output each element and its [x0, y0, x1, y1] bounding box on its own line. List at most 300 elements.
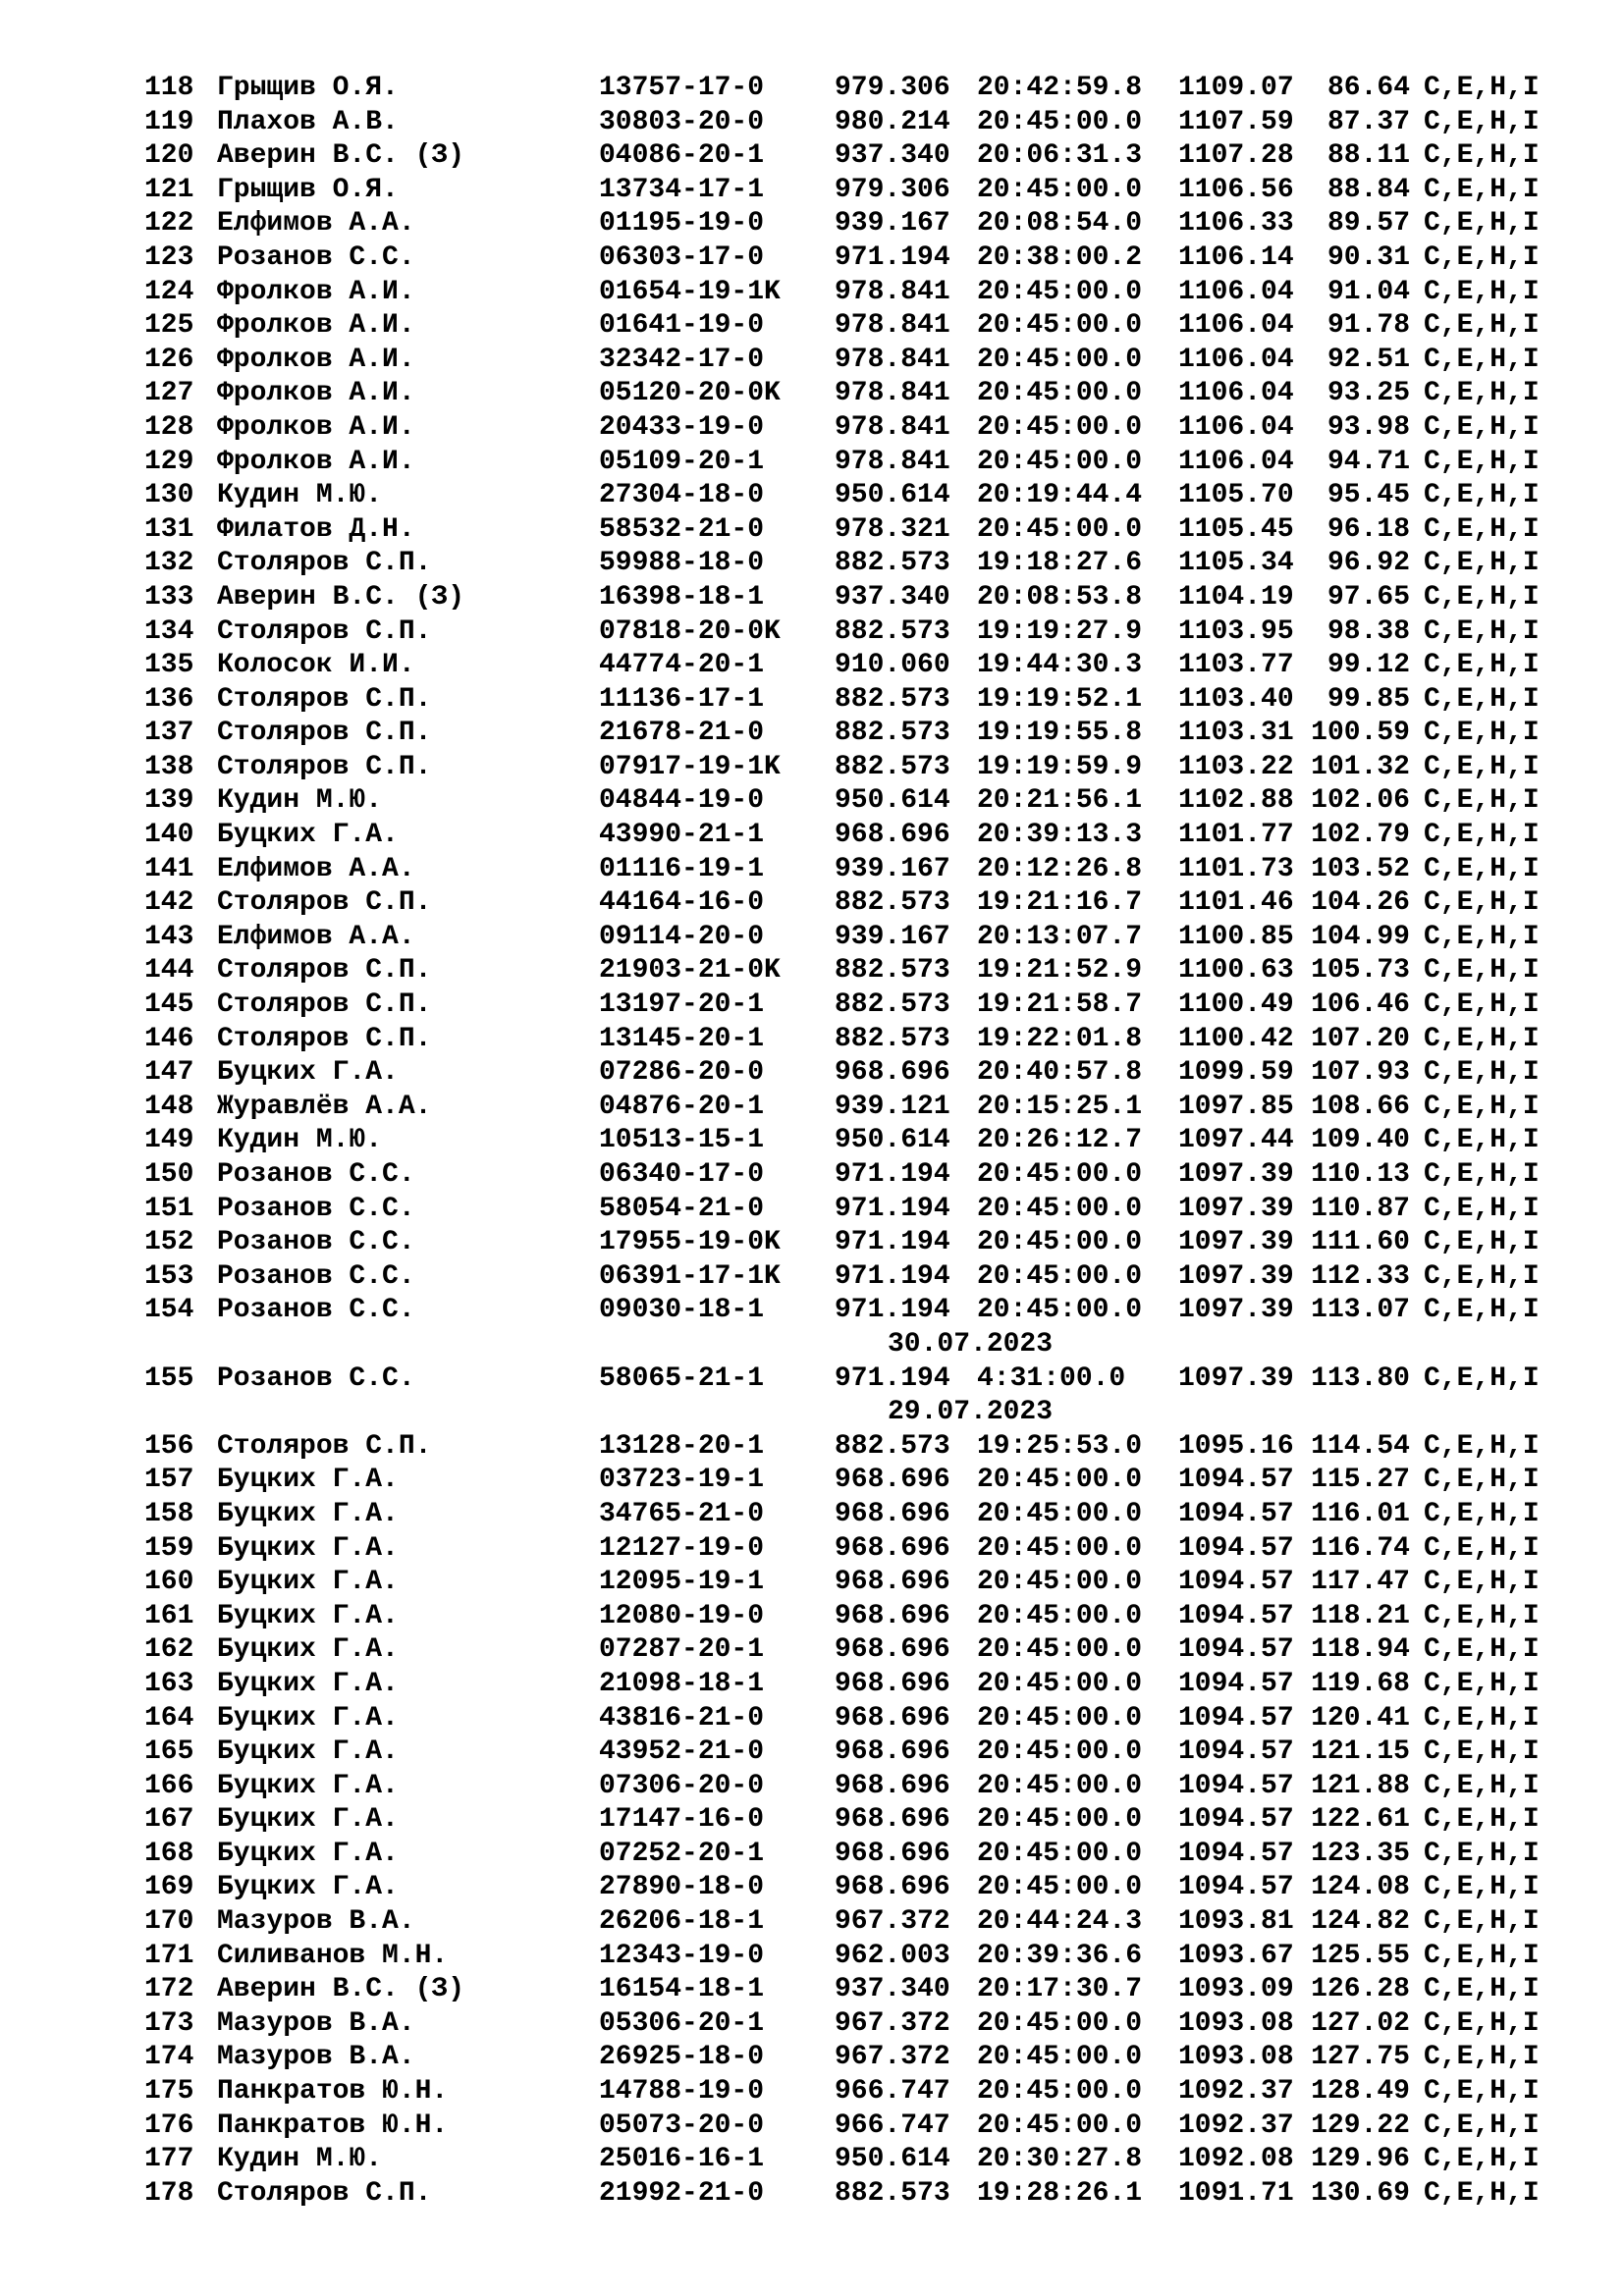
row-number: 153: [144, 1260, 194, 1292]
ring-number: 30803-20-0: [599, 106, 765, 137]
row-number: 155: [144, 1362, 194, 1394]
row-number: 127: [144, 378, 194, 409]
coefficient: 118.21: [1311, 1600, 1410, 1631]
ring-number: 13197-20-1: [599, 989, 765, 1021]
arrival-time: 19:44:30.3: [977, 650, 1143, 681]
ring-number: 43816-21-0: [599, 1702, 765, 1734]
speed: 1109.07: [1178, 73, 1294, 103]
ring-number: 21678-21-0: [599, 718, 765, 749]
distance: 968.696: [835, 1057, 950, 1089]
coefficient: 129.96: [1311, 2144, 1410, 2175]
speed: 1100.85: [1178, 921, 1294, 952]
distance: 939.167: [835, 208, 950, 240]
coefficient: 113.80: [1311, 1362, 1410, 1394]
row-number: 164: [144, 1702, 194, 1734]
speed: 1106.04: [1178, 446, 1294, 477]
row-number: 163: [144, 1668, 194, 1699]
flags: C,E,H,I: [1424, 411, 1540, 443]
coefficient: 102.79: [1311, 820, 1410, 851]
flags: C,E,H,I: [1424, 1498, 1540, 1529]
fancier-name: Фролков А.И.: [217, 446, 415, 477]
fancier-name: Мазуров В.А.: [217, 1906, 415, 1938]
fancier-name: Буцких Г.А.: [217, 1838, 399, 1869]
arrival-time: 20:45:00.0: [977, 1770, 1143, 1801]
fancier-name: Буцких Г.А.: [217, 1532, 399, 1564]
flags: C,E,H,I: [1424, 887, 1540, 919]
distance: 882.573: [835, 989, 950, 1021]
flags: C,E,H,I: [1424, 1838, 1540, 1869]
flags: C,E,H,I: [1424, 2177, 1540, 2209]
distance: 978.841: [835, 310, 950, 342]
distance: 950.614: [835, 1125, 950, 1156]
speed: 1094.57: [1178, 1804, 1294, 1836]
ring-number: 21903-21-0K: [599, 955, 781, 987]
row-number: 126: [144, 344, 194, 375]
arrival-time: 20:15:25.1: [977, 1091, 1143, 1122]
coefficient: 92.51: [1326, 344, 1410, 375]
flags: C,E,H,I: [1424, 718, 1540, 749]
row-number: 130: [144, 480, 194, 511]
row-number: 146: [144, 1023, 194, 1054]
arrival-time: 20:45:00.0: [977, 2076, 1143, 2108]
flags: C,E,H,I: [1424, 2109, 1540, 2141]
fancier-name: Буцких Г.А.: [217, 1702, 399, 1734]
fancier-name: Журавлёв А.А.: [217, 1091, 432, 1122]
coefficient: 106.46: [1311, 989, 1410, 1021]
fancier-name: Столяров С.П.: [217, 751, 432, 782]
ring-number: 05109-20-1: [599, 446, 765, 477]
flags: C,E,H,I: [1424, 276, 1540, 307]
arrival-time: 19:25:53.0: [977, 1430, 1143, 1462]
coefficient: 114.54: [1311, 1430, 1410, 1462]
date-label: 29.07.2023: [888, 1397, 1054, 1428]
arrival-time: 20:39:13.3: [977, 820, 1143, 851]
fancier-name: Столяров С.П.: [217, 887, 432, 919]
flags: C,E,H,I: [1424, 1600, 1540, 1631]
distance: 939.167: [835, 853, 950, 884]
ring-number: 12343-19-0: [599, 1940, 765, 1971]
speed: 1094.57: [1178, 1532, 1294, 1564]
arrival-time: 20:45:00.0: [977, 1159, 1143, 1190]
flags: C,E,H,I: [1424, 989, 1540, 1021]
row-number: 173: [144, 2007, 194, 2039]
fancier-name: Грыщив О.Я.: [217, 174, 399, 205]
flags: C,E,H,I: [1424, 1295, 1540, 1326]
row-number: 154: [144, 1295, 194, 1326]
flags: C,E,H,I: [1424, 1091, 1540, 1122]
fancier-name: Буцких Г.А.: [217, 1872, 399, 1903]
distance: 882.573: [835, 718, 950, 749]
ring-number: 13128-20-1: [599, 1430, 765, 1462]
arrival-time: 20:17:30.7: [977, 1974, 1143, 2005]
distance: 968.696: [835, 1770, 950, 1801]
arrival-time: 20:45:00.0: [977, 2109, 1143, 2141]
distance: 978.841: [835, 276, 950, 307]
distance: 882.573: [835, 1023, 950, 1054]
distance: 968.696: [835, 1872, 950, 1903]
distance: 950.614: [835, 480, 950, 511]
coefficient: 93.98: [1326, 411, 1410, 443]
flags: C,E,H,I: [1424, 1362, 1540, 1394]
distance: 979.306: [835, 174, 950, 205]
coefficient: 113.07: [1311, 1295, 1410, 1326]
flags: C,E,H,I: [1424, 1736, 1540, 1768]
flags: C,E,H,I: [1424, 615, 1540, 647]
flags: C,E,H,I: [1424, 378, 1540, 409]
arrival-time: 20:12:26.8: [977, 853, 1143, 884]
fancier-name: Розанов С.С.: [217, 1260, 415, 1292]
flags: C,E,H,I: [1424, 1465, 1540, 1496]
coefficient: 119.68: [1311, 1668, 1410, 1699]
speed: 1106.04: [1178, 310, 1294, 342]
flags: C,E,H,I: [1424, 1532, 1540, 1564]
coefficient: 96.92: [1326, 548, 1410, 579]
fancier-name: Буцких Г.А.: [217, 1567, 399, 1598]
fancier-name: Розанов С.С.: [217, 1227, 415, 1258]
ring-number: 01195-19-0: [599, 208, 765, 240]
coefficient: 87.37: [1326, 106, 1410, 137]
speed: 1097.39: [1178, 1193, 1294, 1224]
speed: 1094.57: [1178, 1498, 1294, 1529]
flags: C,E,H,I: [1424, 73, 1540, 103]
distance: 968.696: [835, 1634, 950, 1666]
arrival-time: 20:39:36.6: [977, 1940, 1143, 1971]
row-number: 178: [144, 2177, 194, 2209]
coefficient: 107.20: [1311, 1023, 1410, 1054]
arrival-time: 20:19:44.4: [977, 480, 1143, 511]
arrival-time: 20:06:31.3: [977, 140, 1143, 172]
distance: 971.194: [835, 1362, 950, 1394]
speed: 1105.45: [1178, 513, 1294, 545]
coefficient: 126.28: [1311, 1974, 1410, 2005]
coefficient: 121.15: [1311, 1736, 1410, 1768]
arrival-time: 20:45:00.0: [977, 1634, 1143, 1666]
distance: 968.696: [835, 1600, 950, 1631]
flags: C,E,H,I: [1424, 1193, 1540, 1224]
arrival-time: 20:45:00.0: [977, 1600, 1143, 1631]
speed: 1094.57: [1178, 1770, 1294, 1801]
distance: 968.696: [835, 1567, 950, 1598]
ring-number: 21992-21-0: [599, 2177, 765, 2209]
distance: 968.696: [835, 1702, 950, 1734]
arrival-time: 20:45:00.0: [977, 1567, 1143, 1598]
ring-number: 58532-21-0: [599, 513, 765, 545]
arrival-time: 20:42:59.8: [977, 73, 1143, 103]
flags: C,E,H,I: [1424, 1227, 1540, 1258]
arrival-time: 19:28:26.1: [977, 2177, 1143, 2209]
flags: C,E,H,I: [1424, 785, 1540, 817]
coefficient: 97.65: [1326, 581, 1410, 613]
arrival-time: 20:45:00.0: [977, 174, 1143, 205]
coefficient: 104.99: [1311, 921, 1410, 952]
arrival-time: 20:45:00.0: [977, 446, 1143, 477]
row-number: 147: [144, 1057, 194, 1089]
distance: 971.194: [835, 1295, 950, 1326]
flags: C,E,H,I: [1424, 581, 1540, 613]
fancier-name: Елфимов А.А.: [217, 208, 415, 240]
ring-number: 34765-21-0: [599, 1498, 765, 1529]
fancier-name: Розанов С.С.: [217, 1159, 415, 1190]
date-label: 30.07.2023: [888, 1328, 1054, 1360]
ring-number: 11136-17-1: [599, 683, 765, 715]
flags: C,E,H,I: [1424, 1125, 1540, 1156]
speed: 1105.34: [1178, 548, 1294, 579]
distance: 939.167: [835, 921, 950, 952]
coefficient: 124.08: [1311, 1872, 1410, 1903]
arrival-time: 20:45:00.0: [977, 1838, 1143, 1869]
ring-number: 04844-19-0: [599, 785, 765, 817]
ring-number: 59988-18-0: [599, 548, 765, 579]
distance: 980.214: [835, 106, 950, 137]
ring-number: 13734-17-1: [599, 174, 765, 205]
arrival-time: 20:44:24.3: [977, 1906, 1143, 1938]
ring-number: 01116-19-1: [599, 853, 765, 884]
distance: 882.573: [835, 751, 950, 782]
distance: 950.614: [835, 785, 950, 817]
coefficient: 116.01: [1311, 1498, 1410, 1529]
ring-number: 17147-16-0: [599, 1804, 765, 1836]
flags: C,E,H,I: [1424, 820, 1540, 851]
speed: 1106.04: [1178, 276, 1294, 307]
flags: C,E,H,I: [1424, 2042, 1540, 2073]
coefficient: 130.69: [1311, 2177, 1410, 2209]
distance: 939.121: [835, 1091, 950, 1122]
coefficient: 99.85: [1326, 683, 1410, 715]
row-number: 120: [144, 140, 194, 172]
ring-number: 06391-17-1K: [599, 1260, 781, 1292]
coefficient: 129.22: [1311, 2109, 1410, 2141]
distance: 971.194: [835, 1227, 950, 1258]
coefficient: 107.93: [1311, 1057, 1410, 1089]
row-number: 172: [144, 1974, 194, 2005]
fancier-name: Силиванов М.Н.: [217, 1940, 449, 1971]
speed: 1092.08: [1178, 2144, 1294, 2175]
fancier-name: Кудин М.Ю.: [217, 2144, 383, 2175]
ring-number: 16154-18-1: [599, 1974, 765, 2005]
flags: C,E,H,I: [1424, 2144, 1540, 2175]
arrival-time: 20:13:07.7: [977, 921, 1143, 952]
fancier-name: Елфимов А.А.: [217, 853, 415, 884]
fancier-name: Фролков А.И.: [217, 378, 415, 409]
ring-number: 01654-19-1K: [599, 276, 781, 307]
fancier-name: Столяров С.П.: [217, 1023, 432, 1054]
fancier-name: Грыщив О.Я.: [217, 73, 399, 103]
arrival-time: 20:08:54.0: [977, 208, 1143, 240]
ring-number: 27304-18-0: [599, 480, 765, 511]
distance: 937.340: [835, 581, 950, 613]
fancier-name: Розанов С.С.: [217, 1362, 415, 1394]
fancier-name: Розанов С.С.: [217, 241, 415, 273]
ring-number: 12095-19-1: [599, 1567, 765, 1598]
arrival-time: 20:45:00.0: [977, 1532, 1143, 1564]
speed: 1093.67: [1178, 1940, 1294, 1971]
flags: C,E,H,I: [1424, 650, 1540, 681]
ring-number: 05073-20-0: [599, 2109, 765, 2141]
speed: 1094.57: [1178, 1668, 1294, 1699]
row-number: 149: [144, 1125, 194, 1156]
coefficient: 123.35: [1311, 1838, 1410, 1869]
speed: 1100.63: [1178, 955, 1294, 987]
ring-number: 01641-19-0: [599, 310, 765, 342]
coefficient: 110.13: [1311, 1159, 1410, 1190]
arrival-time: 20:45:00.0: [977, 1295, 1143, 1326]
distance: 967.372: [835, 1906, 950, 1938]
row-number: 135: [144, 650, 194, 681]
flags: C,E,H,I: [1424, 2007, 1540, 2039]
row-number: 158: [144, 1498, 194, 1529]
coefficient: 121.88: [1311, 1770, 1410, 1801]
speed: 1106.14: [1178, 241, 1294, 273]
fancier-name: Столяров С.П.: [217, 718, 432, 749]
ring-number: 16398-18-1: [599, 581, 765, 613]
ring-number: 58054-21-0: [599, 1193, 765, 1224]
distance: 966.747: [835, 2109, 950, 2141]
speed: 1097.39: [1178, 1260, 1294, 1292]
distance: 978.841: [835, 446, 950, 477]
speed: 1097.44: [1178, 1125, 1294, 1156]
speed: 1097.85: [1178, 1091, 1294, 1122]
fancier-name: Мазуров В.А.: [217, 2007, 415, 2039]
fancier-name: Розанов С.С.: [217, 1295, 415, 1326]
row-number: 150: [144, 1159, 194, 1190]
coefficient: 99.12: [1326, 650, 1410, 681]
distance: 966.747: [835, 2076, 950, 2108]
fancier-name: Розанов С.С.: [217, 1193, 415, 1224]
arrival-time: 20:45:00.0: [977, 1227, 1143, 1258]
row-number: 170: [144, 1906, 194, 1938]
fancier-name: Буцких Г.А.: [217, 1634, 399, 1666]
distance: 967.372: [835, 2007, 950, 2039]
distance: 968.696: [835, 1804, 950, 1836]
speed: 1101.46: [1178, 887, 1294, 919]
arrival-time: 4:31:00.0: [977, 1362, 1126, 1394]
ring-number: 25016-16-1: [599, 2144, 765, 2175]
flags: C,E,H,I: [1424, 921, 1540, 952]
row-number: 122: [144, 208, 194, 240]
ring-number: 44774-20-1: [599, 650, 765, 681]
row-number: 123: [144, 241, 194, 273]
speed: 1092.37: [1178, 2109, 1294, 2141]
coefficient: 103.52: [1311, 853, 1410, 884]
coefficient: 98.38: [1326, 615, 1410, 647]
coefficient: 117.47: [1311, 1567, 1410, 1598]
distance: 968.696: [835, 1736, 950, 1768]
row-number: 143: [144, 921, 194, 952]
speed: 1103.95: [1178, 615, 1294, 647]
speed: 1094.57: [1178, 1600, 1294, 1631]
speed: 1106.04: [1178, 344, 1294, 375]
flags: C,E,H,I: [1424, 241, 1540, 273]
speed: 1103.31: [1178, 718, 1294, 749]
fancier-name: Аверин В.С. (З): [217, 140, 465, 172]
fancier-name: Буцких Г.А.: [217, 1057, 399, 1089]
speed: 1094.57: [1178, 1702, 1294, 1734]
distance: 968.696: [835, 1838, 950, 1869]
row-number: 166: [144, 1770, 194, 1801]
coefficient: 115.27: [1311, 1465, 1410, 1496]
row-number: 175: [144, 2076, 194, 2108]
distance: 910.060: [835, 650, 950, 681]
ring-number: 13145-20-1: [599, 1023, 765, 1054]
arrival-time: 20:45:00.0: [977, 344, 1143, 375]
flags: C,E,H,I: [1424, 853, 1540, 884]
ring-number: 07818-20-0K: [599, 615, 781, 647]
flags: C,E,H,I: [1424, 480, 1540, 511]
fancier-name: Мазуров В.А.: [217, 2042, 415, 2073]
ring-number: 26206-18-1: [599, 1906, 765, 1938]
speed: 1093.09: [1178, 1974, 1294, 2005]
arrival-time: 19:19:55.8: [977, 718, 1143, 749]
distance: 882.573: [835, 955, 950, 987]
fancier-name: Столяров С.П.: [217, 615, 432, 647]
coefficient: 88.11: [1326, 140, 1410, 172]
fancier-name: Буцких Г.А.: [217, 1600, 399, 1631]
coefficient: 105.73: [1311, 955, 1410, 987]
coefficient: 90.31: [1326, 241, 1410, 273]
flags: C,E,H,I: [1424, 1940, 1540, 1971]
fancier-name: Буцких Г.А.: [217, 1668, 399, 1699]
distance: 882.573: [835, 2177, 950, 2209]
arrival-time: 20:26:12.7: [977, 1125, 1143, 1156]
arrival-time: 20:45:00.0: [977, 1193, 1143, 1224]
fancier-name: Фролков А.И.: [217, 310, 415, 342]
arrival-time: 20:08:53.8: [977, 581, 1143, 613]
fancier-name: Буцких Г.А.: [217, 1465, 399, 1496]
distance: 978.841: [835, 344, 950, 375]
ring-number: 06303-17-0: [599, 241, 765, 273]
distance: 962.003: [835, 1940, 950, 1971]
ring-number: 43952-21-0: [599, 1736, 765, 1768]
speed: 1106.33: [1178, 208, 1294, 240]
ring-number: 12127-19-0: [599, 1532, 765, 1564]
distance: 979.306: [835, 73, 950, 103]
ring-number: 26925-18-0: [599, 2042, 765, 2073]
speed: 1100.42: [1178, 1023, 1294, 1054]
fancier-name: Аверин В.С. (З): [217, 581, 465, 613]
arrival-time: 20:45:00.0: [977, 411, 1143, 443]
flags: C,E,H,I: [1424, 1770, 1540, 1801]
arrival-time: 20:45:00.0: [977, 1668, 1143, 1699]
coefficient: 102.06: [1311, 785, 1410, 817]
row-number: 132: [144, 548, 194, 579]
coefficient: 93.25: [1326, 378, 1410, 409]
row-number: 156: [144, 1430, 194, 1462]
flags: C,E,H,I: [1424, 446, 1540, 477]
speed: 1091.71: [1178, 2177, 1294, 2209]
row-number: 165: [144, 1736, 194, 1768]
speed: 1094.57: [1178, 1838, 1294, 1869]
ring-number: 09114-20-0: [599, 921, 765, 952]
flags: C,E,H,I: [1424, 1668, 1540, 1699]
distance: 882.573: [835, 683, 950, 715]
distance: 971.194: [835, 1193, 950, 1224]
row-number: 144: [144, 955, 194, 987]
fancier-name: Фролков А.И.: [217, 344, 415, 375]
coefficient: 94.71: [1326, 446, 1410, 477]
coefficient: 91.78: [1326, 310, 1410, 342]
coefficient: 101.32: [1311, 751, 1410, 782]
coefficient: 118.94: [1311, 1634, 1410, 1666]
flags: C,E,H,I: [1424, 140, 1540, 172]
fancier-name: Панкратов Ю.Н.: [217, 2109, 449, 2141]
flags: C,E,H,I: [1424, 751, 1540, 782]
arrival-time: 20:45:00.0: [977, 1736, 1143, 1768]
speed: 1097.39: [1178, 1159, 1294, 1190]
ring-number: 05120-20-0K: [599, 378, 781, 409]
row-number: 138: [144, 751, 194, 782]
speed: 1097.39: [1178, 1362, 1294, 1394]
distance: 882.573: [835, 1430, 950, 1462]
